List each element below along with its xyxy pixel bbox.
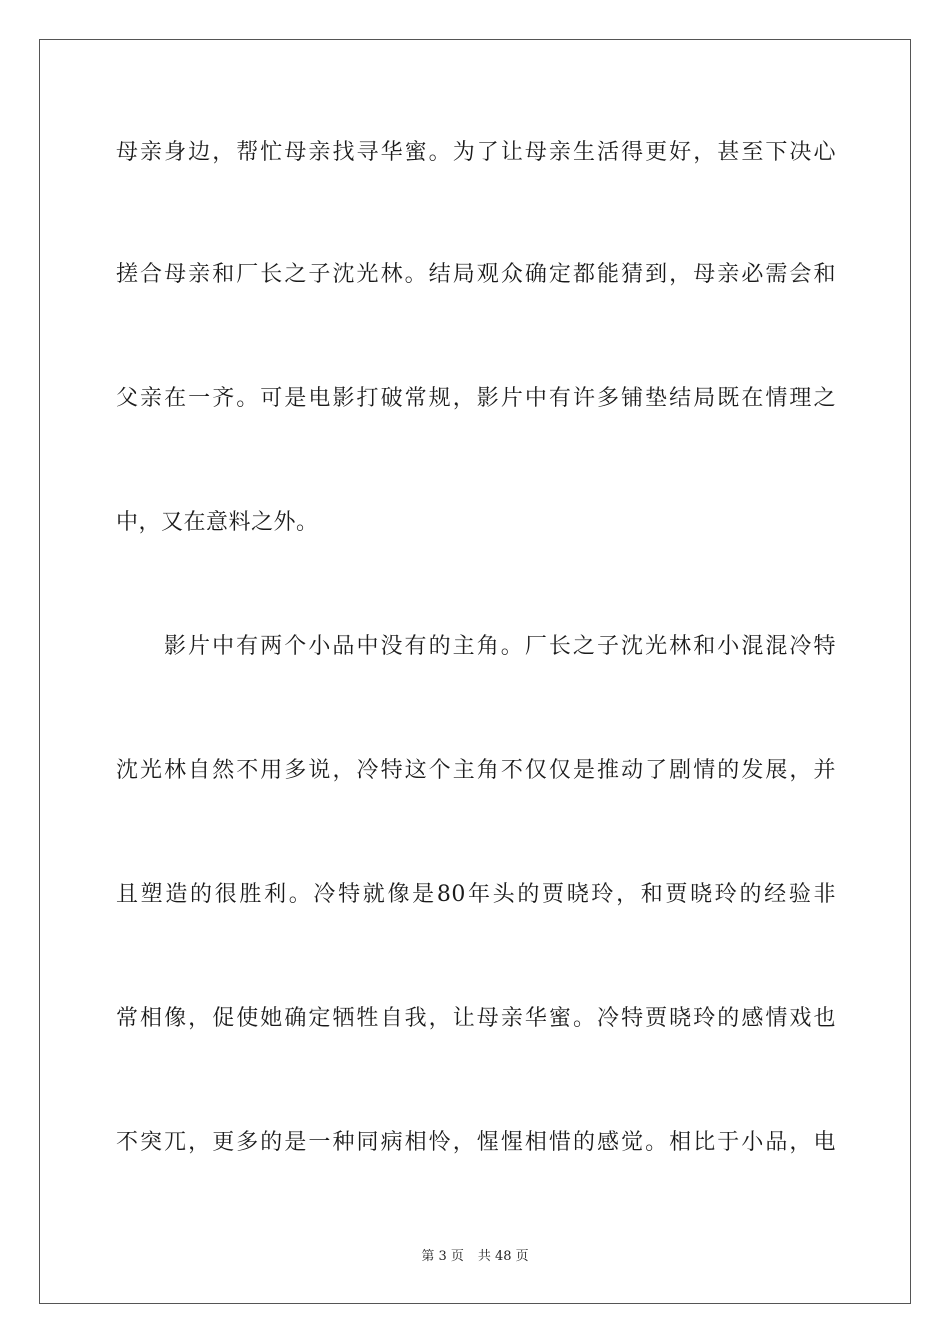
text-line-8: 常相像，促使她确定牺牲自我，让母亲华蜜。冷特贾晓玲的感情戏也 bbox=[116, 1006, 836, 1031]
paragraph-start-line: 影片中有两个小品中没有的主角。厂长之子沈光林和小混混冷特 bbox=[164, 634, 836, 659]
text-line-6: 沈光林自然不用多说，冷特这个主角不仅仅是推动了剧情的发展，并 bbox=[116, 758, 836, 783]
text-line-9: 不突兀，更多的是一种同病相怜，惺惺相惜的感觉。相比于小品，电 bbox=[116, 1130, 836, 1155]
page-number: 第 3 页 bbox=[421, 1249, 464, 1264]
page-border bbox=[39, 39, 911, 1304]
total-pages: 共 48 页 bbox=[477, 1249, 529, 1264]
text-line-4: 中，又在意料之外。 bbox=[116, 510, 319, 535]
text-line-2: 搓合母亲和厂长之子沈光林。结局观众确定都能猜到，母亲必需会和 bbox=[116, 262, 836, 287]
text-line-3: 父亲在一齐。可是电影打破常规，影片中有许多铺垫结局既在情理之 bbox=[116, 386, 836, 411]
text-line-7: 且塑造的很胜利。冷特就像是80年头的贾晓玲，和贾晓玲的经验非 bbox=[116, 882, 836, 907]
text-line-1: 母亲身边，帮忙母亲找寻华蜜。为了让母亲生活得更好，甚至下决心 bbox=[116, 140, 836, 165]
page-footer bbox=[0, 1249, 950, 1265]
